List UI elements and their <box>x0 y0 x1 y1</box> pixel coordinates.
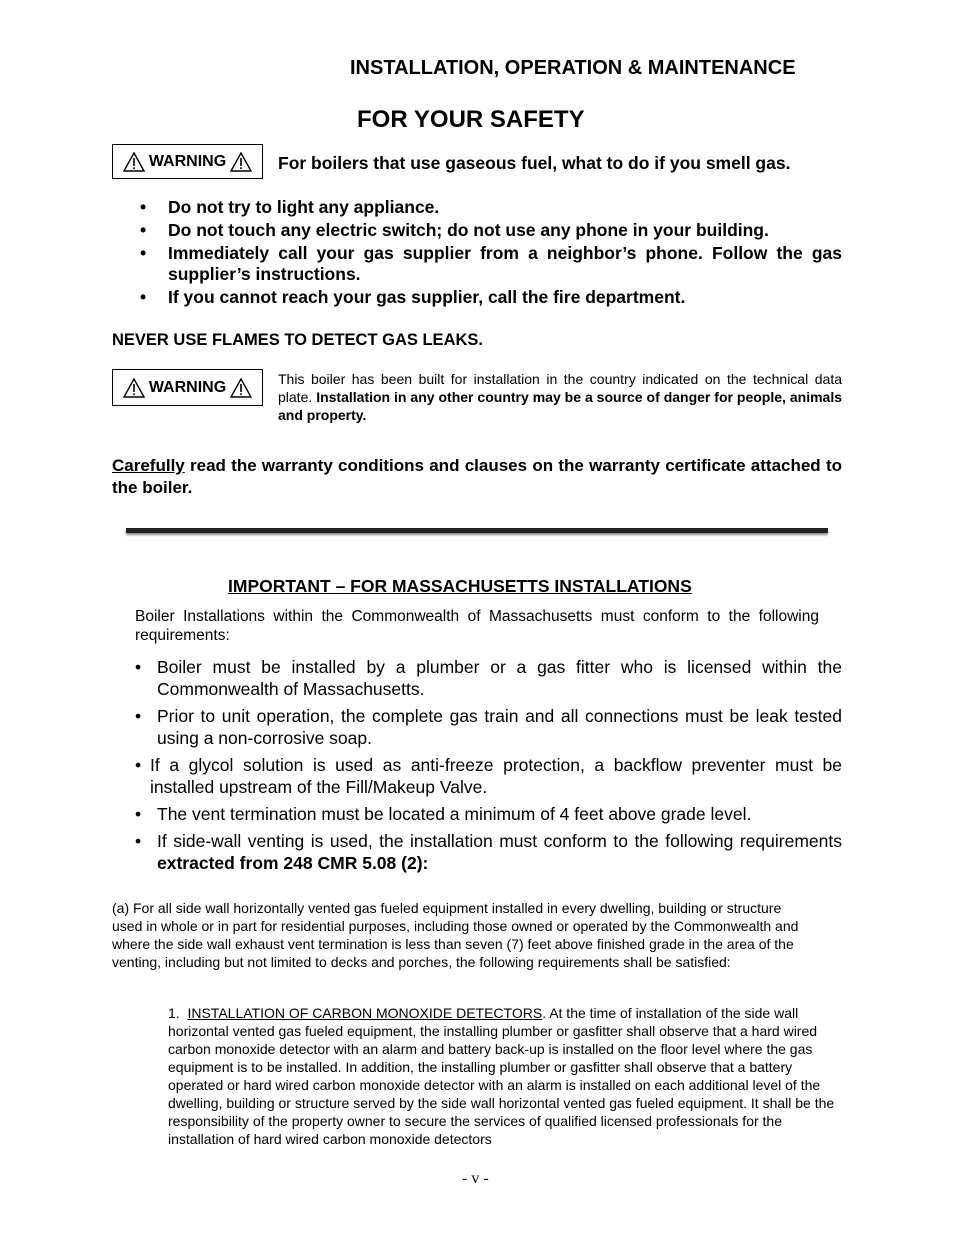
list-item: • If a glycol solution is used as anti-freeze protection, a backflow preventer must be installed upstream of the Fill/Makeup Valve. <box>135 755 842 797</box>
bullet-icon: • <box>140 287 147 307</box>
section-title: INSTALLATION, OPERATION & MAINTENANCE <box>350 57 796 79</box>
gas-steps-list <box>140 197 842 310</box>
list-item: • Do not touch any electric switch; do not use any phone in your building. <box>140 220 769 240</box>
list-item: • The vent termination must be located a minimum of 4 feet above grade level. <box>135 804 752 824</box>
bullet-icon: • <box>140 220 147 240</box>
bullet-icon: • <box>135 755 142 775</box>
warning-label-2 <box>112 369 263 406</box>
massachusetts-heading: IMPORTANT – FOR MASSACHUSETTS INSTALLATIONS <box>228 576 692 596</box>
bullet-icon: • <box>135 657 142 677</box>
warning-label-text: WARNING <box>148 378 227 396</box>
warning-triangle-icon <box>230 152 252 172</box>
warning-triangle-icon <box>123 378 145 398</box>
warning-1-text: For boilers that use gaseous fuel, what to do if you smell gas. <box>278 153 791 173</box>
warning-label-text: WARNING <box>148 152 227 170</box>
section-divider <box>126 528 828 533</box>
warning-2-text: This boiler has been built for installation in the country indicated on the technical data plate. Installation in any other country may be a source of danger for people, animals and property. <box>278 371 843 423</box>
warning-triangle-icon <box>230 378 252 398</box>
paragraph-a: (a) For all side wall horizontally vented gas fueled equipment installed in every dwelling, building or structure used in whole or in part for residential purposes, including those owned or operated by the Commonwealth and where the side wall exhaust vent termination is less than seven (7) feet above finished grade in the area of the venting, including but not limited to decks and porches, the following requirements shall be satisfied: <box>112 900 799 970</box>
page-number: - v - <box>462 1170 489 1187</box>
never-use-flames-text: NEVER USE FLAMES TO DETECT GAS LEAKS. <box>112 331 483 349</box>
list-item: • Prior to unit operation, the complete gas train and all connections must be leak tested using a non-corrosive soap. <box>135 706 842 748</box>
massachusetts-requirements-list <box>135 656 842 879</box>
bullet-icon: • <box>140 243 147 263</box>
bullet-icon: • <box>135 706 142 726</box>
list-item: • If you cannot reach your gas supplier, call the fire department. <box>140 287 686 307</box>
warning-triangle-icon <box>123 152 145 172</box>
bullet-icon: • <box>140 197 147 217</box>
warning-label-1 <box>112 144 263 179</box>
co-detector-heading: INSTALLATION OF CARBON MONOXIDE DETECTORS <box>187 1005 543 1021</box>
list-item: • If side-wall venting is used, the installation must conform to the following requirements extracted from 248 CMR 5.08 (2): <box>135 831 842 873</box>
list-item: • Do not try to light any appliance. <box>140 197 440 217</box>
massachusetts-intro: Boiler Installations within the Commonwealth of Massachusetts must conform to the following requirements: <box>135 608 819 644</box>
warranty-notice: Carefully read the warranty conditions and clauses on the warranty certificate attached to the boiler. <box>112 456 842 497</box>
list-item: • Immediately call your gas supplier from a neighbor’s phone. Follow the gas supplier’s instructions. <box>140 243 842 284</box>
bullet-icon: • <box>135 831 142 851</box>
list-item: • Boiler must be installed by a plumber or a gas fitter who is licensed within the Commonwealth of Massachusetts. <box>135 657 842 699</box>
bullet-icon: • <box>135 804 142 824</box>
paragraph-1: 1. INSTALLATION OF CARBON MONOXIDE DETECTORS. At the time of installation of the side wall horizontal vented gas fueled equipment, the installing plumber or gasfitter shall observe that a hard wired carbon monoxide detector with an alarm and battery back-up is installed on the floor level where the gas equipment is to be installed. In addition, the installing plumber or gasfitter shall observe that a battery operated or hard wired carbon monoxide detector with an alarm is installed on each additional level of the dwelling, building or structure served by the side wall horizontal vented gas fueled equipment. It shall be the responsibility of the property owner to secure the services of qualified licensed professionals for the installation of hard wired carbon monoxide detectors <box>168 1005 835 1147</box>
page-title: FOR YOUR SAFETY <box>357 106 585 133</box>
